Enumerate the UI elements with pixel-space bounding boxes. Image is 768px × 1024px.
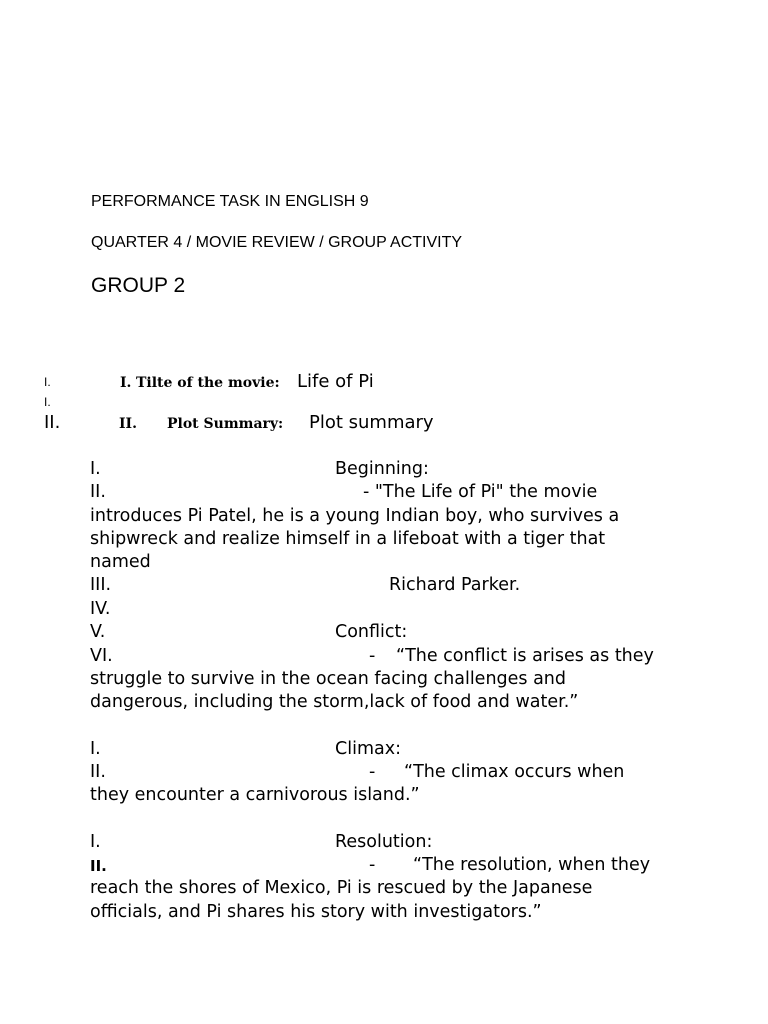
climax-text: “The climax occurs when xyxy=(404,762,625,782)
climax-text: they encounter a carnivorous island.” xyxy=(90,785,420,805)
beginning-text: Richard Parker. xyxy=(389,575,521,595)
list-number: VI. xyxy=(90,646,113,666)
plot-label: Plot Summary: xyxy=(167,416,284,432)
climax-heading: Climax: xyxy=(335,739,401,759)
list-number: I. xyxy=(90,459,101,479)
doc-header-line-1: PERFORMANCE TASK IN ENGLISH 9 xyxy=(91,193,369,210)
plot-summary-value: Plot summary xyxy=(309,412,434,433)
list-number: II. xyxy=(90,762,106,782)
resolution-text: “The resolution, when they xyxy=(413,855,651,875)
resolution-heading: Resolution: xyxy=(335,832,433,852)
climax-dash: - xyxy=(369,762,376,782)
resolution-text: officials, and Pi shares his story with investigators.” xyxy=(90,902,542,922)
conflict-text: “The conflict is arises as they xyxy=(396,646,654,666)
doc-header-line-2: QUARTER 4 / MOVIE REVIEW / GROUP ACTIVITY xyxy=(91,234,463,251)
beginning-heading: Beginning: xyxy=(335,459,429,479)
list-number: I. xyxy=(90,832,101,852)
list-number: II. xyxy=(90,482,106,502)
list-number: II. xyxy=(90,857,107,875)
beginning-text: shipwreck and realize himself in a lifeboat with a tiger that xyxy=(90,529,606,549)
plot-label-number: II. xyxy=(119,416,137,432)
margin-number: I. xyxy=(44,395,51,409)
list-number: III. xyxy=(90,575,112,595)
title-label: Tilte of the movie: xyxy=(136,375,280,391)
title-label-number: I. xyxy=(120,375,132,391)
conflict-text: dangerous, including the storm,lack of food and water.” xyxy=(90,692,579,712)
group-title: GROUP 2 xyxy=(91,274,186,297)
beginning-text: introduces Pi Patel, he is a young Indian boy, who survives a xyxy=(90,506,620,526)
margin-number: II. xyxy=(44,412,61,433)
resolution-text: reach the shores of Mexico, Pi is rescued by the Japanese xyxy=(90,878,593,898)
list-number: V. xyxy=(90,622,106,642)
conflict-text: struggle to survive in the ocean facing challenges and xyxy=(90,669,567,689)
list-number: IV. xyxy=(90,599,111,619)
conflict-heading: Conflict: xyxy=(335,622,408,642)
beginning-text: named xyxy=(90,552,151,572)
list-number: I. xyxy=(90,739,101,759)
beginning-text: - "The Life of Pi" the movie xyxy=(363,482,598,502)
conflict-dash: - xyxy=(369,646,376,666)
movie-title-value: Life of Pi xyxy=(297,371,374,392)
margin-number: I. xyxy=(44,375,51,389)
resolution-dash: - xyxy=(369,855,376,875)
